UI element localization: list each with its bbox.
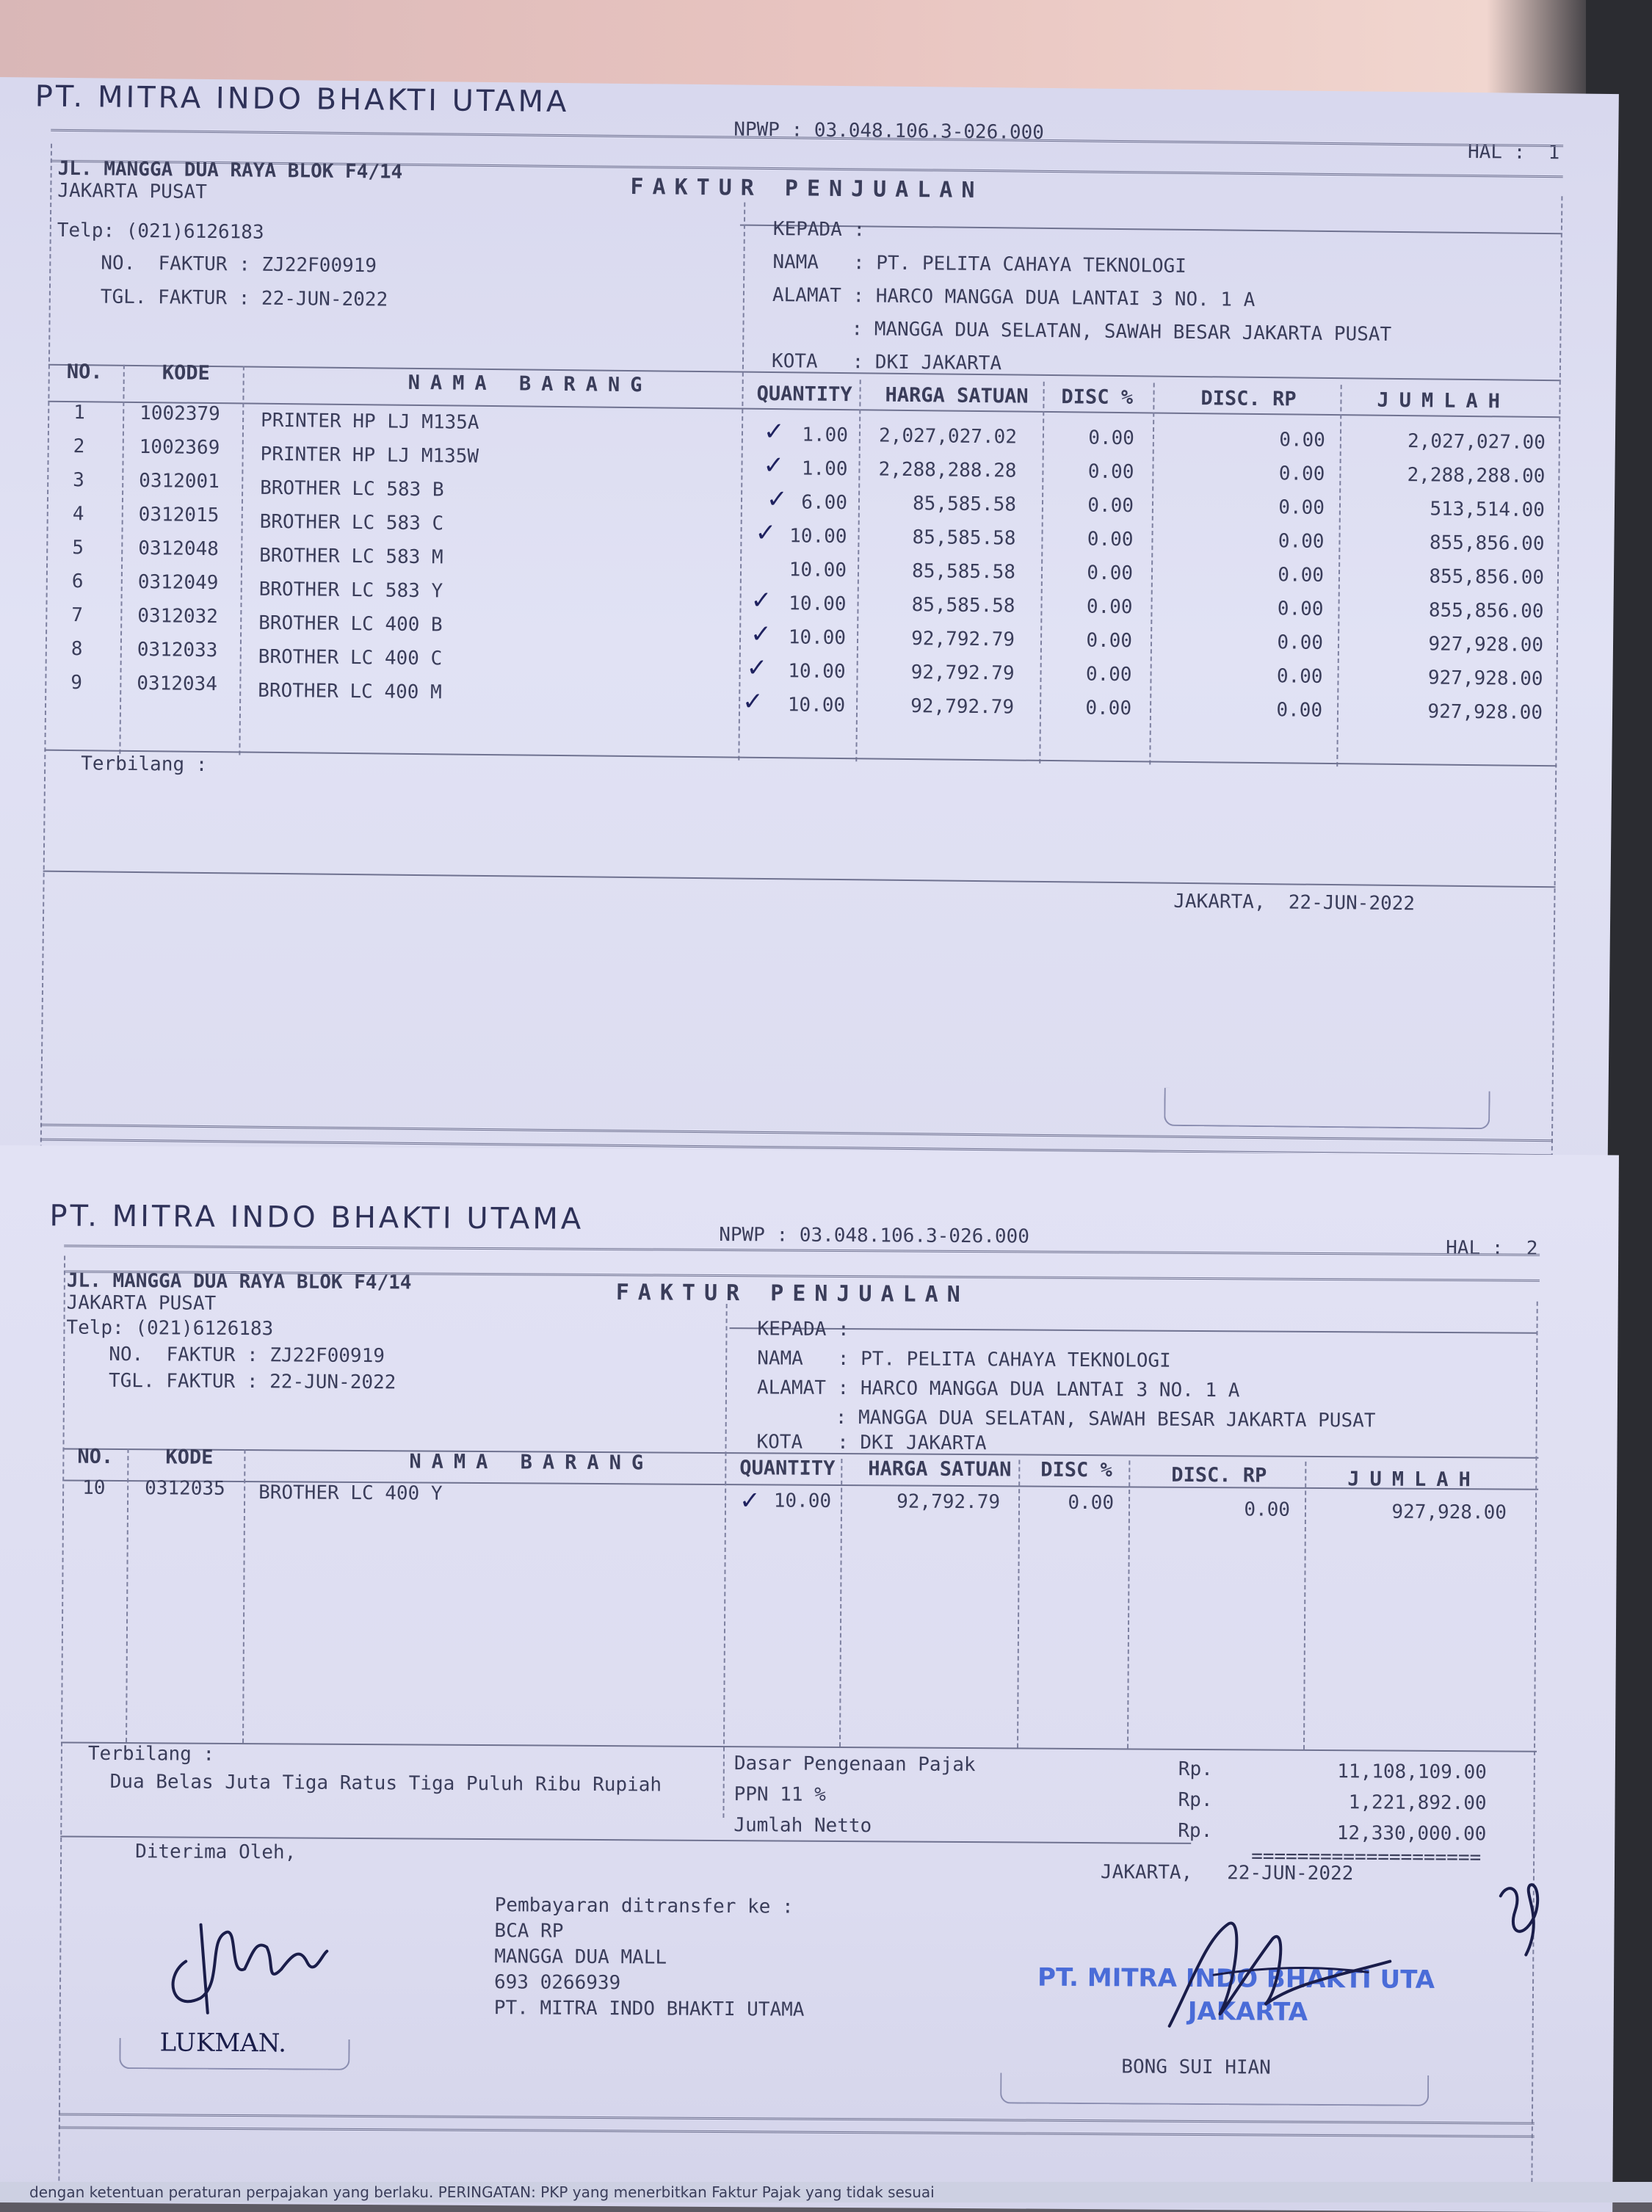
header-disc-pct: DISC % (1040, 1458, 1112, 1482)
total-value: 1,221,892.00 (1348, 1791, 1487, 1815)
invoice-date: TGL. FAKTUR : 22-JUN-2022 (108, 1369, 396, 1394)
signer-name: BONG SUI HIAN (1121, 2056, 1271, 2079)
row-disc: 0.00 (1088, 427, 1135, 450)
header-no: NO. (66, 360, 103, 384)
col-divider (1303, 1462, 1306, 1749)
header-nama-barang: NAMA BARANG (407, 371, 653, 397)
place-date: JAKARTA, 22-JUN-2022 (1100, 1861, 1354, 1885)
row-no: 2 (73, 435, 85, 458)
row-no: 10 (82, 1476, 106, 1499)
total-label: Dasar Pengenaan Pajak (733, 1752, 976, 1777)
received-by-label: Diterima Oleh, (135, 1841, 297, 1864)
header-kode: KODE (162, 361, 210, 385)
row-kode: 0312034 (137, 672, 218, 696)
row-kode: 0312032 (137, 605, 219, 628)
row-nama: BROTHER LC 400 C (258, 645, 443, 670)
row-kode: 0312049 (137, 571, 219, 595)
header-disc-pct: DISC % (1061, 385, 1134, 410)
row-harga: 85,585.58 (911, 594, 1015, 617)
payment-title: Pembayaran ditransfer ke : (494, 1894, 794, 1918)
row-qty: 10.00 (789, 592, 847, 616)
npwp: NPWP : 03.048.106.3-026.000 (719, 1223, 1029, 1248)
row-jumlah: 927,928.00 (1391, 1501, 1507, 1524)
title-rule (729, 1327, 1537, 1334)
row-qty: 10.00 (788, 626, 847, 650)
row-jumlah: 2,027,027.00 (1407, 430, 1546, 454)
row-kode: 0312015 (138, 504, 220, 527)
receiver-handwritten-name: LUKMAN. (159, 2028, 287, 2059)
col-divider (839, 1459, 842, 1747)
row-no: 6 (71, 570, 84, 593)
row-no: 5 (72, 537, 84, 559)
checkmark-icon: ✓ (763, 416, 785, 447)
row-harga: 92,792.79 (911, 628, 1015, 651)
row-nama: PRINTER HP LJ M135A (260, 409, 479, 434)
row-disc: 0.00 (1085, 663, 1132, 686)
row-kode: 0312001 (139, 470, 220, 493)
header-quantity: QUANTITY (756, 382, 852, 407)
row-harga: 92,792.79 (910, 695, 1015, 719)
total-value: 12,330,000.00 (1336, 1822, 1487, 1846)
row-nama: BROTHER LC 583 Y (258, 578, 443, 603)
row-no: 9 (70, 672, 83, 695)
signer-box (1000, 2073, 1429, 2106)
header-disc-rp: DISC. RP (1171, 1463, 1267, 1487)
total-label: Jumlah Netto (733, 1814, 872, 1838)
row-nama: BROTHER LC 400 Y (258, 1482, 443, 1505)
document-title: FAKTUR PENJUALAN (630, 173, 984, 204)
row-nama: BROTHER LC 583 C (259, 510, 444, 535)
row-kode: 0312035 (145, 1477, 225, 1500)
row-no: 8 (70, 638, 83, 661)
customer-city: KOTA : DKI JAKARTA (771, 350, 1002, 375)
row-discrp: 0.00 (1278, 530, 1325, 553)
left-border (58, 1256, 65, 2181)
row-nama: BROTHER LC 400 M (258, 679, 442, 704)
receiver-signature (156, 1910, 333, 2020)
row-qty: 1.00 (801, 457, 848, 481)
page-number: HAL : 1 (1467, 140, 1560, 164)
row-jumlah: 927,928.00 (1428, 633, 1544, 657)
row-qty: 1.00 (802, 424, 849, 447)
right-border (1531, 1302, 1537, 2190)
header-quantity: QUANTITY (739, 1457, 836, 1480)
checkmark-icon: ✓ (755, 518, 777, 548)
company-stamp-line-1: PT. MITRA INDO BHAKTI UTA (1037, 1962, 1435, 1995)
row-no: 4 (72, 503, 84, 526)
row-kode: 0312048 (138, 537, 220, 561)
invoice-number: NO. FAKTUR : ZJ22F00919 (101, 252, 377, 278)
row-disc: 0.00 (1086, 629, 1133, 653)
footer-warning-text: dengan ketentuan peraturan perpajakan yang berlaku. PERINGATAN: PKP yang menerbitkan Faktur Pajak yang tidak sesuai (29, 2183, 935, 2201)
row-harga: 85,585.58 (912, 526, 1016, 550)
row-harga: 85,585.58 (911, 560, 1016, 584)
row-disc: 0.00 (1087, 562, 1134, 585)
checkmark-icon: ✓ (750, 585, 772, 616)
col-divider (1336, 385, 1341, 766)
row-harga: 92,792.79 (910, 661, 1015, 685)
payment-bank: BCA RP (494, 1920, 564, 1943)
invoice-page-2 (0, 1145, 1619, 2212)
header-disc-rp: DISC. RP (1200, 387, 1297, 411)
row-discrp: 0.00 (1278, 564, 1325, 587)
checkmark-icon: ✓ (746, 653, 768, 683)
row-jumlah: 513,514.00 (1430, 498, 1546, 522)
company-phone: Telp: (021)6126183 (57, 219, 264, 244)
row-disc: 0.00 (1085, 697, 1132, 720)
header-jumlah: JUMLAH (1347, 1468, 1481, 1492)
checkmark-icon: ✓ (766, 484, 788, 515)
total-currency: Rp. (1178, 1788, 1213, 1812)
checkmark-icon: ✓ (742, 686, 764, 717)
row-jumlah: 855,856.00 (1429, 532, 1545, 556)
invoice-page-1 (0, 77, 1619, 1210)
header-harga-satuan: HARGA SATUAN (868, 1457, 1012, 1482)
customer-city: KOTA : DKI JAKARTA (756, 1431, 987, 1455)
document-title: FAKTUR PENJUALAN (615, 1280, 969, 1308)
table-bottom-rule (61, 1742, 1537, 1752)
row-discrp: 0.00 (1278, 496, 1325, 519)
terbilang-rule (43, 871, 1556, 888)
row-disc: 0.00 (1087, 494, 1134, 518)
to-label: KEPADA : (772, 218, 866, 242)
row-qty: 6.00 (801, 491, 848, 515)
col-divider (1017, 1459, 1020, 1747)
col-divider (1127, 1460, 1130, 1748)
company-phone: Telp: (021)6126183 (66, 1316, 274, 1341)
customer-address-2: : MANGGA DUA SELATAN, SAWAH BESAR JAKARTA PUSAT (851, 318, 1392, 346)
row-qty: 10.00 (789, 559, 847, 582)
company-address: JL. MANGGA DUA RAYA BLOK F4/14 (57, 157, 403, 184)
row-disc: 0.00 (1087, 460, 1134, 484)
col-divider (126, 1448, 128, 1742)
row-kode: 0312033 (137, 639, 218, 662)
customer-address: ALAMAT : HARCO MANGGA DUA LANTAI 3 NO. 1 A (772, 284, 1256, 311)
signature-box (1164, 1088, 1490, 1130)
row-harga: 2,288,288.28 (878, 458, 1017, 482)
col-divider (119, 365, 125, 754)
receiver-signature-box (119, 2038, 349, 2070)
totals-double-rule: ==================== (1251, 1845, 1482, 1869)
row-jumlah: 855,856.00 (1428, 599, 1544, 623)
npwp: NPWP : 03.048.106.3-026.000 (733, 118, 1045, 144)
row-nama: BROTHER LC 583 M (259, 544, 443, 569)
col-divider (242, 1449, 245, 1743)
payment-account-name: PT. MITRA INDO BHAKTI UTAMA (493, 1997, 805, 2021)
row-jumlah: 927,928.00 (1427, 667, 1543, 691)
terbilang-label: Terbilang : (87, 1742, 215, 1766)
right-border (1551, 196, 1562, 1172)
total-value: 11,108,109.00 (1337, 1760, 1487, 1784)
total-currency: Rp. (1178, 1819, 1213, 1843)
invoice-date: TGL. FAKTUR : 22-JUN-2022 (100, 286, 388, 311)
terbilang-text: Dua Belas Juta Tiga Ratus Tiga Puluh Ribu Rupiah (109, 1770, 662, 1796)
row-qty: 10.00 (788, 660, 846, 683)
company-address: JL. MANGGA DUA RAYA BLOK F4/14 (66, 1269, 412, 1294)
row-jumlah: 2,288,288.00 (1407, 464, 1546, 488)
company-city: JAKARTA PUSAT (57, 179, 208, 203)
row-jumlah: 927,928.00 (1427, 700, 1543, 725)
place-date: JAKARTA, 22-JUN-2022 (1173, 890, 1416, 915)
row-discrp: 0.00 (1276, 665, 1323, 688)
bottom-double-rule (59, 2114, 1535, 2125)
customer-address-2: : MANGGA DUA SELATAN, SAWAH BESAR JAKARTA PUSAT (835, 1406, 1376, 1432)
row-jumlah: 855,856.00 (1429, 565, 1545, 590)
customer-name: NAMA : PT. PELITA CAHAYA TEKNOLOGI (772, 251, 1187, 278)
company-name: PT. MITRA INDO BHAKTI UTAMA (49, 1199, 584, 1236)
header-harga-satuan: HARGA SATUAN (885, 383, 1029, 408)
to-label: KEPADA : (757, 1318, 849, 1341)
col-divider (1039, 382, 1044, 764)
customer-name: NAMA : PT. PELITA CAHAYA TEKNOLOGI (757, 1347, 1171, 1372)
col-divider (722, 1304, 727, 1818)
payment-account: 693 0266939 (493, 1971, 621, 1995)
authorized-signature (1147, 1894, 1412, 2057)
row-harga: 2,027,027.02 (878, 424, 1018, 449)
customer-address: ALAMAT : HARCO MANGGA DUA LANTAI 3 NO. 1 A (756, 1377, 1240, 1402)
row-nama: BROTHER LC 400 B (258, 612, 443, 637)
checkmark-icon: ✓ (739, 1486, 761, 1516)
bottom-double-rule (59, 2127, 1535, 2138)
row-discrp: 0.00 (1278, 463, 1325, 485)
col-divider (239, 366, 244, 755)
row-no: 7 (71, 604, 84, 627)
row-qty: 10.00 (773, 1490, 832, 1512)
col-divider (855, 380, 861, 761)
row-harga: 92,792.79 (896, 1490, 1001, 1514)
header-kode: KODE (165, 1446, 214, 1469)
row-kode: 1002379 (140, 402, 220, 426)
terbilang-label: Terbilang : (81, 753, 208, 777)
row-no: 3 (73, 469, 85, 492)
company-city: JAKARTA PUSAT (66, 1291, 217, 1315)
page-number: HAL : 2 (1446, 1237, 1538, 1260)
table-bottom-rule (44, 750, 1557, 767)
row-qty: 10.00 (787, 694, 846, 717)
row-qty: 10.00 (789, 525, 847, 548)
row-discrp: 0.00 (1279, 429, 1326, 452)
row-discrp: 0.00 (1277, 598, 1324, 620)
checkmark-icon: ✓ (750, 619, 772, 650)
row-no: 1 (73, 402, 86, 424)
footer-strip (0, 2182, 1652, 2202)
initial-mark (1493, 1874, 1552, 1969)
header-nama-barang: NAMA BARANG (409, 1450, 654, 1475)
total-label: PPN 11 % (733, 1783, 826, 1806)
header-jumlah: JUMLAH (1377, 388, 1511, 413)
header-no: NO. (77, 1445, 114, 1468)
row-kode: 1002369 (139, 436, 220, 460)
total-currency: Rp. (1178, 1758, 1213, 1781)
row-discrp: 0.00 (1244, 1498, 1291, 1521)
row-disc: 0.00 (1086, 595, 1133, 619)
invoice-number: NO. FAKTUR : ZJ22F00919 (109, 1343, 385, 1368)
row-nama: BROTHER LC 583 B (260, 476, 444, 501)
col-divider (738, 203, 745, 761)
row-nama: PRINTER HP LJ M135W (260, 443, 479, 468)
row-disc: 0.00 (1087, 528, 1134, 551)
row-discrp: 0.00 (1277, 631, 1324, 654)
row-disc: 0.00 (1068, 1491, 1115, 1515)
col-divider (1149, 382, 1154, 764)
company-name: PT. MITRA INDO BHAKTI UTAMA (35, 79, 570, 120)
payment-branch: MANGGA DUA MALL (494, 1946, 667, 1969)
left-border (40, 144, 52, 1157)
company-stamp-line-2: JAKARTA (1187, 1996, 1308, 2027)
row-harga: 85,585.58 (912, 493, 1017, 516)
row-discrp: 0.00 (1276, 699, 1323, 722)
checkmark-icon: ✓ (763, 450, 785, 481)
